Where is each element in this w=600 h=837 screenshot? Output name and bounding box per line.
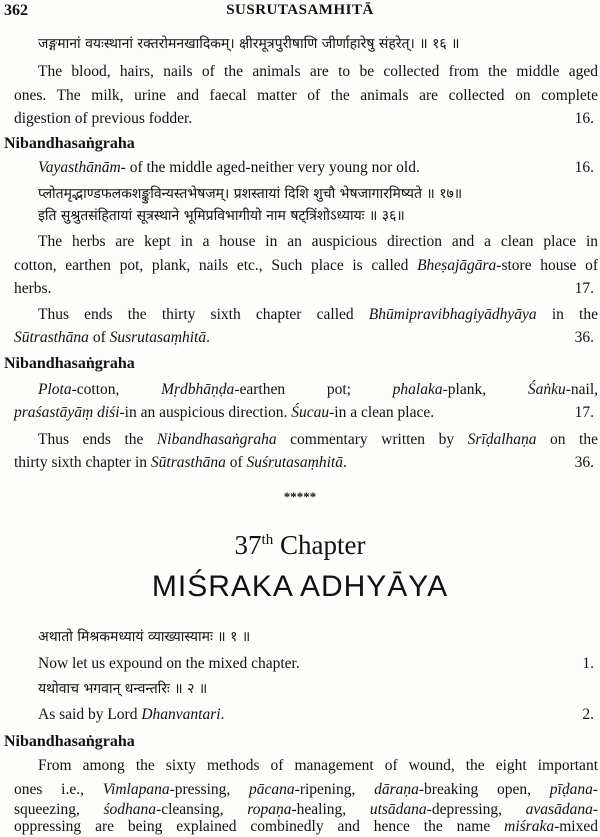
term: Sūtrasthāna	[150, 454, 226, 471]
ordinal-suffix: th	[261, 532, 274, 548]
translation-line: ones. The milk, urine and faecal matter of the animals are collected on complete	[14, 87, 598, 104]
text-run: Thus ends the	[38, 431, 157, 448]
sanskrit-colophon: इति सुश्रुतसंहितायां सूत्रस्थाने भूमिप्रविभागीयो नाम षट्त्रिंशोऽध्यायः ॥ ३६॥	[38, 208, 405, 224]
page-number: 362	[4, 2, 28, 19]
text-run: As said by Lord	[38, 706, 142, 723]
term: ropaṇa	[247, 801, 292, 818]
text-run: of	[88, 329, 110, 346]
chapter-number: 37	[234, 530, 262, 560]
commentary-heading: Nibandhasaṅgraha	[4, 355, 135, 372]
text-run: ones i.e.,	[14, 781, 103, 798]
term: Bheṣajāgāra	[417, 257, 497, 274]
text-run: -healing,	[291, 801, 370, 818]
text-run: -in a clean place.	[329, 404, 435, 421]
verse-number: 36.	[574, 454, 594, 471]
text-run: -	[592, 801, 598, 818]
chapter-end-line	[14, 328, 598, 348]
commentary-line	[14, 403, 598, 423]
text-run: oppressing are being explained combinedly and hence the name	[14, 818, 505, 835]
text-run: -nail,	[565, 381, 598, 398]
translation-line	[38, 705, 598, 725]
term: Suśrutasaṃhitā	[246, 454, 343, 471]
term: phalaka	[392, 381, 443, 398]
term: Śaṅku	[527, 381, 566, 398]
running-title: SUSRUTASAMHITĀ	[226, 2, 374, 18]
commentary-end-line	[14, 453, 598, 473]
sanskrit-verse-1: अथातो मिश्रकमध्यायं व्याख्यास्यामः ॥ १ ॥	[38, 629, 251, 645]
text-run: -cleansing,	[156, 801, 248, 818]
sanskrit-verse-17: प्लोतमृद्भाण्डफलकशङ्कुविन्यस्तभेषजम्। प्रशस्तायां दिशि शुचौ भेषजागारमिष्यते ॥ १७॥	[38, 186, 463, 202]
commentary-line: From among the sixty methods of management of wound, the eight important	[38, 757, 598, 774]
commentary-heading: Nibandhasaṅgraha	[4, 733, 135, 750]
term: avasādana	[525, 801, 593, 818]
text-run: -earthen pot;	[234, 381, 351, 398]
term: Śucau	[291, 404, 330, 421]
text-run: -ripening,	[294, 781, 375, 798]
chapter-title: MIŚRAKA ADHYĀYA	[151, 570, 449, 603]
chapter-number-heading	[0, 530, 600, 561]
term: Dhanvantari	[141, 706, 221, 723]
verse-number: 1.	[582, 655, 594, 672]
term: miśraka	[504, 818, 555, 835]
text-run: -pressing,	[169, 781, 250, 798]
translation-line: Now let us expound on the mixed chapter.	[38, 655, 300, 672]
text-run: of	[225, 454, 247, 471]
term: Vayasthānām	[38, 159, 121, 176]
term: pācana	[249, 781, 295, 798]
verse-number: 2.	[582, 706, 594, 723]
page-header	[0, 2, 600, 24]
verse-number: 17.	[574, 404, 594, 421]
text-run: commentary written by	[276, 431, 468, 448]
text-run: -store house of	[496, 257, 598, 274]
text-run: -depressing,	[426, 801, 526, 818]
verse-number: 16.	[574, 110, 594, 127]
chapter-word: Chapter	[273, 530, 366, 560]
term: Sūtrasthāna	[14, 329, 89, 346]
text-run: -breaking open,	[418, 781, 550, 798]
verse-number: 36.	[574, 329, 594, 346]
term: Mṛdbhāṇḍa	[161, 381, 235, 398]
text-run: Thus ends the thirty sixth chapter called	[38, 306, 369, 323]
text-run: on the	[536, 431, 598, 448]
commentary-heading: Nibandhasaṅgraha	[4, 135, 135, 152]
term: Susrutasaṃhitā	[109, 329, 207, 346]
translation-line: The herbs are kept in a house in an auspicious direction and a clean place in	[38, 233, 598, 250]
term: praśastāyāṃ diśi	[14, 404, 120, 421]
term-gloss: - of the middle aged-neither very young nor old.	[120, 159, 420, 176]
translation-line: digestion of previous fodder.	[14, 110, 193, 127]
term: Plota	[38, 381, 72, 398]
term: śodhana	[103, 801, 157, 818]
verse-number: 17.	[574, 280, 594, 297]
text-run: -mixed	[554, 818, 598, 835]
commentary-line	[14, 780, 598, 800]
verse-number: 16.	[574, 159, 594, 176]
commentary-end-line	[38, 430, 598, 450]
text-run: -	[592, 781, 598, 798]
text-run: -plank,	[442, 381, 487, 398]
text-run: squeezing,	[14, 801, 104, 818]
text-run: cotton, earthen pot, plank, nails etc., Such place is called	[14, 257, 418, 274]
term: pīḍana	[549, 781, 593, 798]
term: Bhūmipravibhagiyādhyāya	[368, 306, 537, 323]
text-run: -in an auspicious direction.	[119, 404, 292, 421]
text-run: .	[206, 329, 210, 346]
translation-line	[14, 256, 598, 276]
commentary-line	[14, 817, 598, 837]
term: Nibandhasaṅgraha	[156, 431, 277, 448]
translation-line: The blood, hairs, nails of the animals are to be collected from the middle aged	[38, 63, 598, 80]
text-run: .	[342, 454, 347, 471]
sanskrit-verse-2: यथोवाच भगवान् धन्वन्तरिः ॥ २ ॥	[38, 681, 208, 697]
text-run: in the	[536, 306, 598, 323]
commentary-line	[38, 158, 598, 178]
commentary-line	[38, 380, 598, 400]
term: Vimlapana	[102, 781, 170, 798]
text-run: -cotton,	[71, 381, 120, 398]
sanskrit-verse-16: जङ्गमानां वयःस्थानां रक्तरोमनखादिकम्। क्षीरमूत्रपुरीषाणि जीर्णाहारेषु संहरेत्। ॥ १६ ॥	[38, 36, 460, 52]
text-run: thirty sixth chapter in	[14, 454, 151, 471]
chapter-end-line	[38, 305, 598, 325]
term: dāraṇa	[374, 781, 419, 798]
term: utsādana	[369, 801, 427, 818]
translation-line: herbs.	[14, 280, 52, 297]
section-separator: *****	[283, 489, 317, 504]
text-run: .	[220, 706, 225, 723]
term: Srīḍalhaṇa	[467, 431, 537, 448]
